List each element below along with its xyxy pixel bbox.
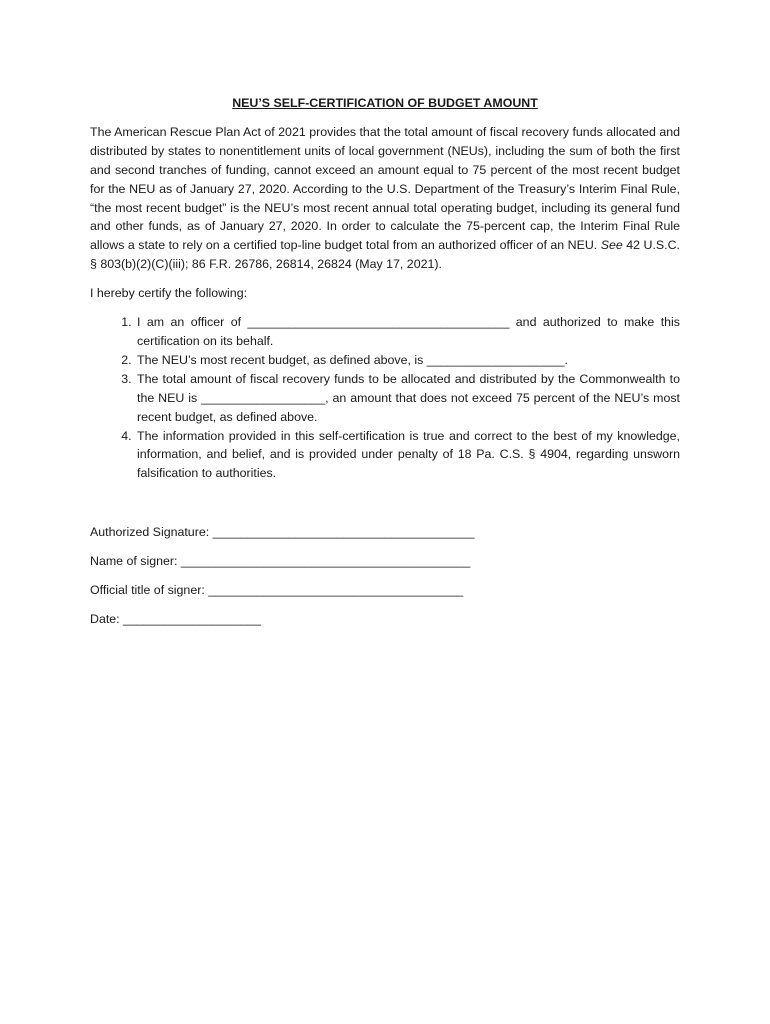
name-of-signer-line: Name of signer: __________________________________________: [90, 554, 471, 569]
certify-lead: I hereby certify the following:: [90, 286, 248, 301]
certification-item-2: 2. The NEU’s most recent budget, as defined above, is ____________________.: [135, 351, 680, 370]
certification-item-4: 4. The information provided in this self-certification is true and correct to the best of my knowledge, information, and belief, and is provided under penalty of 18 Pa. C.S. § 4904, regarding unsworn falsification to authorities.: [135, 427, 680, 484]
citation-see: See: [600, 238, 623, 253]
certification-list: [90, 313, 680, 483]
date-line: Date: ____________________: [90, 611, 261, 626]
official-title-line: Official title of signer: _____________________________________: [90, 583, 464, 598]
intro-text: The American Rescue Plan Act of 2021 provides that the total amount of fiscal recovery funds allocated and distributed by states to nonentitlement units of local government (NEUs), including the sum of both the first and second tranches of funding, cannot exceed an amount equal to 75 percent of the most recent budget for the NEU as of January 27, 2020. According to the U.S. Department of the Treasury’s Interim Final Rule, “the most recent budget” is the NEU’s most recent annual total operating budget, including its general fund and other funds, as of January 27, 2020. In order to calculate the 75-percent cap, the Interim Final Rule allows a state to rely on a certified top-line budget total from an authorized officer of an NEU.: [90, 124, 680, 253]
intro-paragraph: [90, 123, 680, 274]
certification-item-3: 3. The total amount of fiscal recovery funds to be allocated and distributed by the Commonwealth to the NEU is __________________, an amount that does not exceed 75 percent of the NEU’s most recent budget, as defined above.: [135, 370, 680, 427]
document-body: [90, 94, 680, 639]
authorized-signature-line: Authorized Signature: ______________________________________: [90, 525, 475, 540]
document-title: NEU’S SELF-CERTIFICATION OF BUDGET AMOUNT: [232, 96, 538, 110]
certification-item-1: 1. I am an officer of ______________________________________ and authorized to make this certification on its behalf.: [135, 313, 680, 351]
citation-text: 42 U.S.C. § 803(b)(2)(C)(iii); 86 F.R. 26786, 26814, 26824 (May 17, 2021).: [90, 238, 681, 272]
